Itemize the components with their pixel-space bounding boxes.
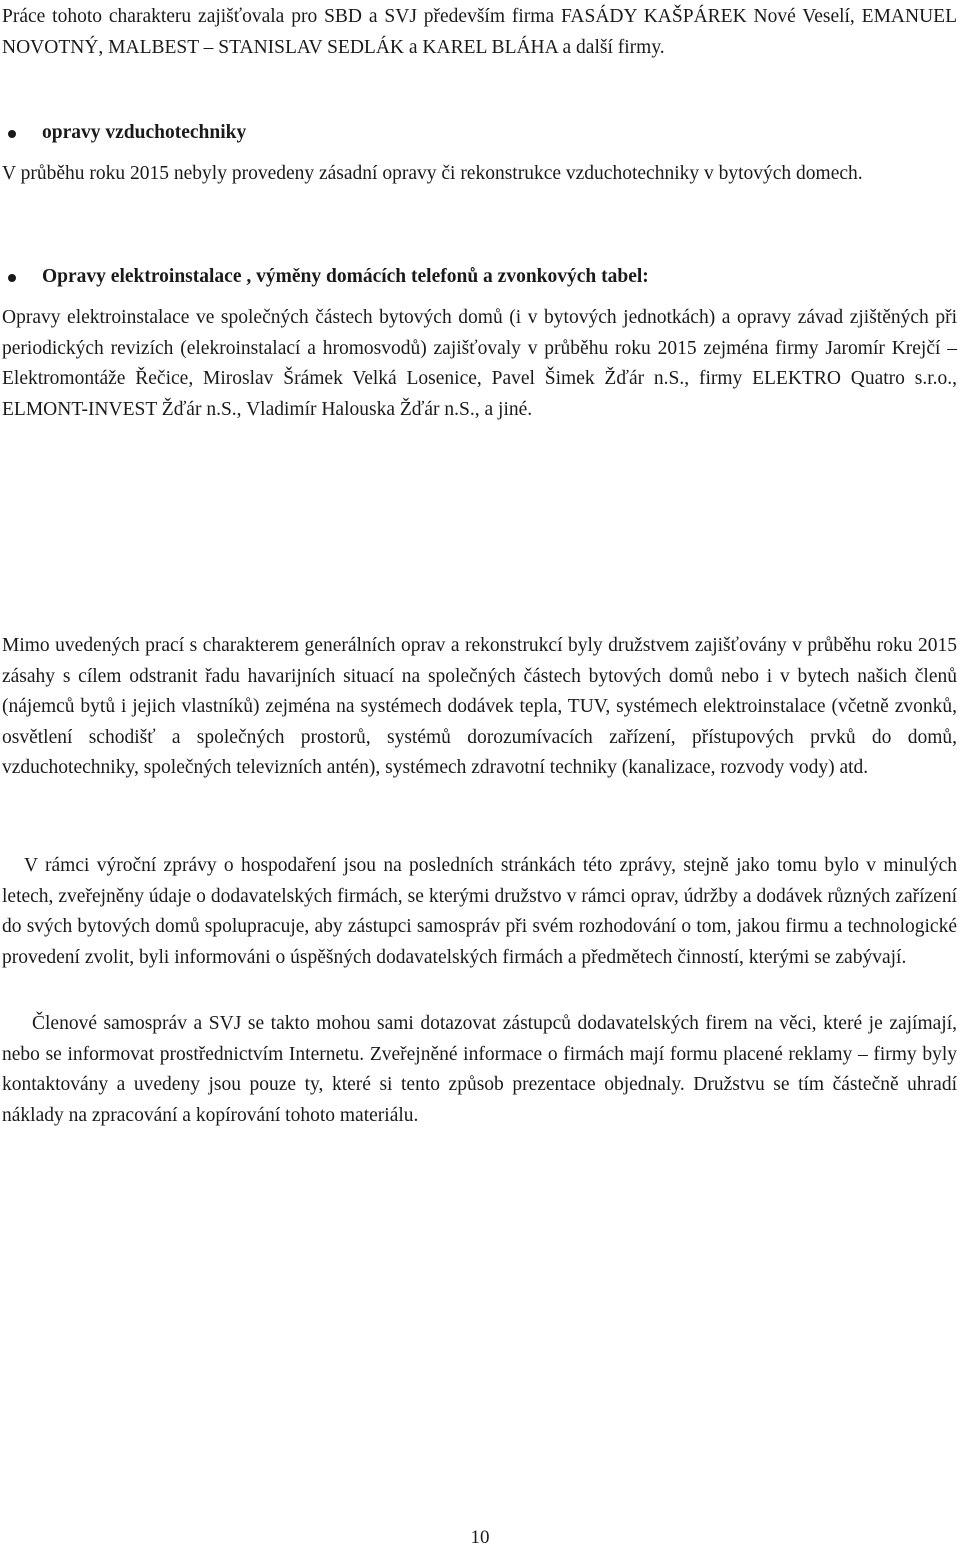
intro-paragraph: Práce tohoto charakteru zajišťovala pro SBD a SVJ především firma FASÁDY KAŠPÁREK Nové Veselí, EMANUEL NOVOTNÝ, MALBEST – STANISLAV SEDLÁK a KAREL BLÁHA a další firmy. xyxy=(2,6,957,58)
section-electro-heading xyxy=(2,262,957,293)
section-air-heading xyxy=(2,118,957,149)
section-electro-text: Opravy elektroinstalace ve společných částech bytových domů (i v bytových jednotkách) a opravy závad zjištěných při periodických revizích (elekroinstalací a hromosvodů) zajišťovaly v průběhu roku 2015 zejména firmy Jaromír Krejčí – Elektromontáže Řečice, Miroslav Šrámek Velká Losenice, Pavel Šimek Žďár n.S., firmy ELEKTRO Quatro s.r.o., ELMONT-INVEST Žďár n.S., Vladimír Halouska Žďár n.S., a jiné. xyxy=(2,307,957,420)
paragraph-other-works: Mimo uvedených prací s charakterem generálních oprav a rekonstrukcí byly družstvem zajišťovány v průběhu roku 2015 zásahy s cílem odstranit řadu havarijních situací na společných částech bytových domů nebo i v bytech našich členů (nájemců bytů i jejich vlastníků) zejména na systémech dodávek tepla, TUV, systémech elektroinstalace (včetně zvonků, osvětlení schodišť a společných prostorů, systémů dorozumívacích zařízení, přístupových prvků do domů, vzduchotechniky, společných televizních antén), systémech zdravotní techniky (kanalizace, rozvody vody) atd. xyxy=(2,635,957,778)
bullet-icon xyxy=(8,274,16,282)
section-air-text: V průběhu roku 2015 nebyly provedeny zásadní opravy či rekonstrukce vzduchotechniky v bytových domech. xyxy=(2,163,863,184)
section-electro-heading-text: Opravy elektroinstalace , výměny domácích telefonů a zvonkových tabel: xyxy=(42,266,649,287)
section-air-heading-text: opravy vzduchotechniky xyxy=(42,122,247,143)
bullet-icon xyxy=(8,130,16,138)
paragraph-members: Členové samospráv a SVJ se takto mohou sami dotazovat zástupců dodavatelských firem na věci, které je zajímají, nebo se informovat prostřednictvím Internetu. Zveřejněné informace o firmách mají formu placené reklamy – firmy byly kontaktovány a uvedeny jsou pouze ty, které si tento způsob prezentace objednaly. Družstvu se tím částečně uhradí náklady na zpracování a kopírování tohoto materiálu. xyxy=(2,1013,957,1126)
paragraph-annual-report: V rámci výroční zprávy o hospodaření jsou na posledních stránkách této zprávy, stejně jako tomu bylo v minulých letech, zveřejněny údaje o dodavatelských firmách, se kterými družstvo v rámci oprav, údržby a dodávek různých zařízení do svých bytových domů spolupracuje, aby zástupci samospráv při svém rozhodování o tom, jakou firmu a technologické provedení zvolit, byli informováni o úspěšných dodavatelských firmách a předmětech činností, kterými se zabývají. xyxy=(2,855,957,968)
page-number: 10 xyxy=(470,1527,490,1548)
